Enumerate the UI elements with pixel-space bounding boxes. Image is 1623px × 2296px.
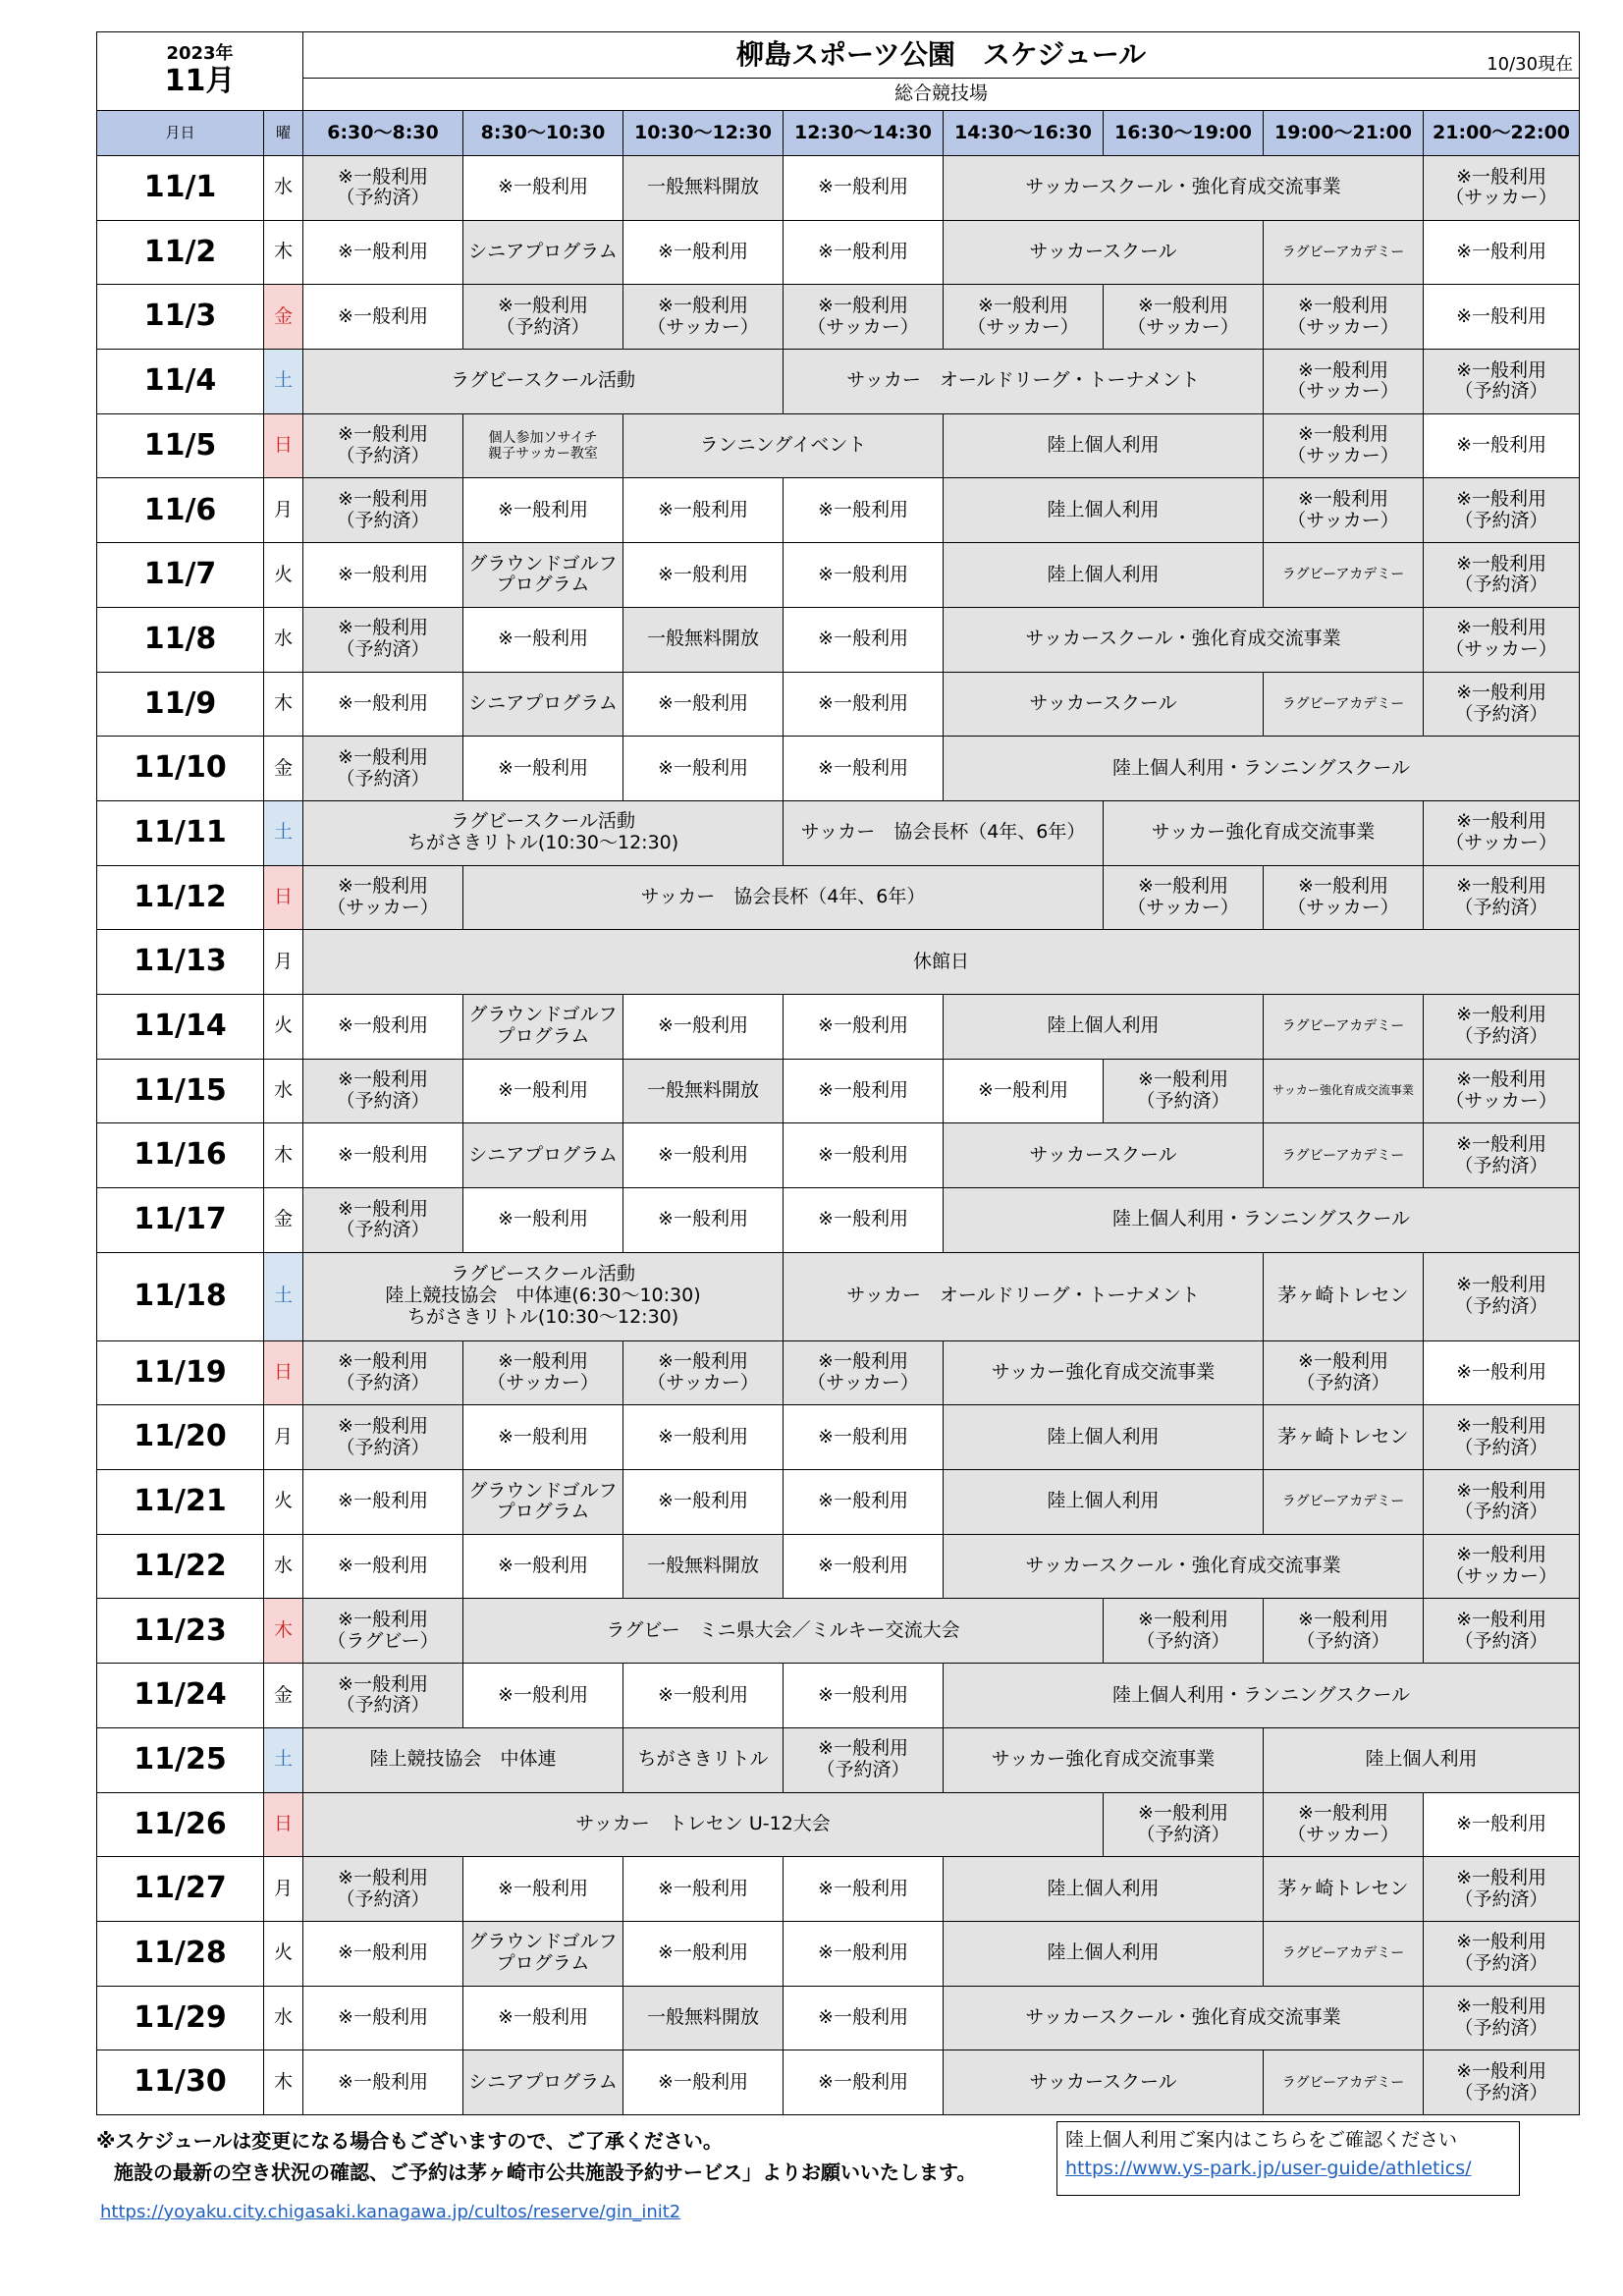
schedule-cell: ※一般利用 （予約済） <box>303 413 463 478</box>
schedule-cell: 陸上個人利用 <box>944 478 1264 543</box>
day-date: 11/3 <box>97 285 264 350</box>
schedule-cell: ※一般利用 <box>303 1123 463 1188</box>
day-row <box>97 800 1580 865</box>
day-of-week: 水 <box>264 1059 303 1123</box>
schedule-cell: ラグビーアカデミー <box>1264 220 1424 285</box>
schedule-cell: ※一般利用 （予約済） <box>1424 672 1580 737</box>
day-of-week: 日 <box>264 1340 303 1405</box>
day-date: 11/7 <box>97 543 264 608</box>
as-of-date: 10/30現在 <box>1487 54 1574 76</box>
note-reservation: 施設の最新の空き状況の確認、ご予約は茅ヶ崎市公共施設予約サービス」よりお願いいたします。 <box>114 2160 977 2184</box>
schedule-cell: サッカー 協会長杯（4年、6年） <box>463 865 1104 930</box>
schedule-cell: ラグビーアカデミー <box>1264 994 1424 1059</box>
schedule-cell: ※一般利用 （ラグビー） <box>303 1599 463 1664</box>
schedule-cell: ※一般利用 <box>784 607 944 672</box>
schedule-cell: ※一般利用 <box>623 220 784 285</box>
venue-label: 総合競技場 <box>303 79 1580 111</box>
schedule-cell: ※一般利用 （サッカー） <box>1424 800 1580 865</box>
day-of-week: 水 <box>264 156 303 221</box>
day-row <box>97 1921 1580 1986</box>
schedule-cell: ※一般利用 （サッカー） <box>1104 865 1264 930</box>
schedule-cell: ラグビーアカデミー <box>1264 543 1424 608</box>
day-row <box>97 220 1580 285</box>
day-date: 11/25 <box>97 1727 264 1792</box>
schedule-cell: ※一般利用 （予約済） <box>303 156 463 221</box>
schedule-cell: ラグビースクール活動 ちがさきリトル(10:30～12:30) <box>303 800 784 865</box>
schedule-cell: サッカー強化育成交流事業 <box>944 1727 1264 1792</box>
schedule-cell: ※一般利用 <box>784 543 944 608</box>
schedule-cell: シニアプログラム <box>463 672 623 737</box>
day-of-week: 水 <box>264 1986 303 2050</box>
day-of-week: 水 <box>264 1534 303 1599</box>
schedule-cell: ※一般利用 <box>623 1188 784 1253</box>
schedule-cell: ※一般利用 <box>623 478 784 543</box>
day-of-week: 金 <box>264 285 303 350</box>
schedule-cell: 陸上個人利用 <box>944 1921 1264 1986</box>
schedule-cell: 陸上個人利用 <box>944 413 1264 478</box>
schedule-cell: ラグビースクール活動 <box>303 350 784 414</box>
schedule-cell: ※一般利用 <box>1424 285 1580 350</box>
schedule-cell: ちがさきリトル <box>623 1727 784 1792</box>
day-date: 11/1 <box>97 156 264 221</box>
schedule-cell: ※一般利用 <box>463 1059 623 1123</box>
schedule-cell: ※一般利用 （予約済） <box>463 285 623 350</box>
schedule-cell: ラグビーアカデミー <box>1264 1470 1424 1535</box>
day-row <box>97 543 1580 608</box>
day-row <box>97 865 1580 930</box>
schedule-cell: ※一般利用 <box>784 1921 944 1986</box>
schedule-cell: ※一般利用 <box>623 2050 784 2115</box>
schedule-cell: ※一般利用 （予約済） <box>1104 1792 1264 1857</box>
schedule-cell: ※一般利用 <box>623 543 784 608</box>
schedule-cell: ランニングイベント <box>623 413 944 478</box>
day-of-week: 日 <box>264 865 303 930</box>
day-row <box>97 1405 1580 1470</box>
schedule-cell: 茅ヶ崎トレセン <box>1264 1405 1424 1470</box>
schedule-cell: ※一般利用 （予約済） <box>1424 350 1580 414</box>
schedule-cell: ※一般利用 （サッカー） <box>623 1340 784 1405</box>
schedule-cell: ※一般利用 （予約済） <box>303 1664 463 1728</box>
col-header-date: 月日 <box>97 111 264 156</box>
day-date: 11/26 <box>97 1792 264 1857</box>
col-header-slot: 6:30～8:30 <box>303 111 463 156</box>
schedule-cell: サッカースクール <box>944 2050 1264 2115</box>
schedule-cell: ※一般利用 <box>784 737 944 801</box>
schedule-cell: ラグビーアカデミー <box>1264 672 1424 737</box>
schedule-cell: サッカー 協会長杯（4年、6年） <box>784 800 1104 865</box>
schedule-cell: ※一般利用 <box>463 1534 623 1599</box>
day-date: 11/22 <box>97 1534 264 1599</box>
day-of-week: 土 <box>264 800 303 865</box>
schedule-cell: ※一般利用 <box>784 156 944 221</box>
schedule-cell: 個人参加ソサイチ 親子サッカー教室 <box>463 413 623 478</box>
day-date: 11/2 <box>97 220 264 285</box>
schedule-cell: ※一般利用 （サッカー） <box>1424 156 1580 221</box>
day-row <box>97 1857 1580 1922</box>
day-date: 11/13 <box>97 930 264 995</box>
schedule-cell: ※一般利用 （サッカー） <box>1424 607 1580 672</box>
day-of-week: 木 <box>264 220 303 285</box>
col-header-slot: 16:30～19:00 <box>1104 111 1264 156</box>
schedule-cell: ※一般利用 （サッカー） <box>1424 1534 1580 1599</box>
schedule-cell: 茅ヶ崎トレセン <box>1264 1252 1424 1340</box>
day-of-week: 月 <box>264 1857 303 1922</box>
schedule-cell: ※一般利用 <box>623 672 784 737</box>
schedule-cell: シニアプログラム <box>463 2050 623 2115</box>
schedule-cell: 陸上個人利用 <box>1264 1727 1580 1792</box>
schedule-cell: ラグビー ミニ県大会／ミルキー交流大会 <box>463 1599 1104 1664</box>
schedule-cell: ※一般利用 （予約済） <box>303 1857 463 1922</box>
schedule-cell: 陸上個人利用 <box>944 1405 1264 1470</box>
day-row <box>97 607 1580 672</box>
schedule-cell: 一般無料開放 <box>623 1534 784 1599</box>
day-row <box>97 1340 1580 1405</box>
schedule-cell: ※一般利用 <box>623 1857 784 1922</box>
day-of-week: 木 <box>264 672 303 737</box>
day-row <box>97 672 1580 737</box>
schedule-cell: ※一般利用 <box>784 672 944 737</box>
schedule-cell: サッカースクール <box>944 1123 1264 1188</box>
day-row <box>97 1470 1580 1535</box>
year-month-cell <box>97 32 303 111</box>
day-of-week: 火 <box>264 1470 303 1535</box>
day-of-week: 日 <box>264 413 303 478</box>
schedule-cell: ※一般利用 <box>784 1059 944 1123</box>
day-of-week: 火 <box>264 1921 303 1986</box>
schedule-cell: サッカー強化育成交流事業 <box>1104 800 1424 865</box>
schedule-cell: 一般無料開放 <box>623 1059 784 1123</box>
schedule-cell: ※一般利用 （予約済） <box>1424 1252 1580 1340</box>
day-date: 11/23 <box>97 1599 264 1664</box>
schedule-cell: ※一般利用 <box>303 994 463 1059</box>
schedule-cell: サッカー強化育成交流事業 <box>1264 1059 1424 1123</box>
schedule-cell: ※一般利用 （予約済） <box>1424 1921 1580 1986</box>
schedule-cell: 陸上個人利用 <box>944 994 1264 1059</box>
schedule-cell: ※一般利用 （予約済） <box>1264 1340 1424 1405</box>
schedule-cell: ※一般利用 （サッカー） <box>1264 413 1424 478</box>
schedule-cell: 陸上個人利用 <box>944 1470 1264 1535</box>
schedule-cell: ※一般利用 <box>784 1123 944 1188</box>
day-row <box>97 1599 1580 1664</box>
schedule-cell: ラグビーアカデミー <box>1264 1123 1424 1188</box>
day-date: 11/18 <box>97 1252 264 1340</box>
schedule-cell: ※一般利用 （予約済） <box>1424 1470 1580 1535</box>
day-date: 11/9 <box>97 672 264 737</box>
schedule-cell: ラグビースクール活動 陸上競技協会 中体連(6:30～10:30) ちがさきリトル(10:30～12:30) <box>303 1252 784 1340</box>
day-of-week: 金 <box>264 1188 303 1253</box>
schedule-cell: ※一般利用 <box>623 737 784 801</box>
schedule-cell: ※一般利用 （予約済） <box>303 1405 463 1470</box>
day-of-week: 木 <box>264 1599 303 1664</box>
schedule-cell: ※一般利用 （サッカー） <box>1264 285 1424 350</box>
day-of-week: 火 <box>264 543 303 608</box>
schedule-cell: サッカー オールドリーグ・トーナメント <box>784 1252 1264 1340</box>
schedule-cell: ※一般利用 （サッカー） <box>1264 865 1424 930</box>
day-row <box>97 1792 1580 1857</box>
schedule-cell: ※一般利用 <box>944 1059 1104 1123</box>
schedule-cell: ※一般利用 <box>1424 220 1580 285</box>
schedule-cell: ※一般利用 <box>784 220 944 285</box>
day-of-week: 火 <box>264 994 303 1059</box>
schedule-cell: ※一般利用 <box>784 994 944 1059</box>
schedule-cell: 一般無料開放 <box>623 607 784 672</box>
schedule-cell: ※一般利用 <box>463 737 623 801</box>
schedule-cell: 一般無料開放 <box>623 156 784 221</box>
page-title: 柳島スポーツ公園 スケジュール <box>735 37 1147 71</box>
day-row <box>97 1123 1580 1188</box>
schedule-cell: ※一般利用 <box>784 1534 944 1599</box>
schedule-cell: ※一般利用 （予約済） <box>303 737 463 801</box>
day-date: 11/4 <box>97 350 264 414</box>
day-date: 11/10 <box>97 737 264 801</box>
day-date: 11/19 <box>97 1340 264 1405</box>
schedule-cell: サッカースクール <box>944 220 1264 285</box>
schedule-cell: ※一般利用 （予約済） <box>1424 1405 1580 1470</box>
schedule-cell: ※一般利用 <box>784 1664 944 1728</box>
col-header-dow: 曜 <box>264 111 303 156</box>
schedule-cell: ラグビーアカデミー <box>1264 1921 1424 1986</box>
day-row <box>97 737 1580 801</box>
schedule-cell: 一般無料開放 <box>623 1986 784 2050</box>
col-header-slot: 21:00～22:00 <box>1424 111 1580 156</box>
day-row <box>97 994 1580 1059</box>
schedule-cell: ※一般利用 <box>463 1664 623 1728</box>
schedule-cell: ※一般利用 （サッカー） <box>1264 478 1424 543</box>
day-date: 11/14 <box>97 994 264 1059</box>
schedule-cell: ※一般利用 （サッカー） <box>1264 1792 1424 1857</box>
schedule-cell: ※一般利用 <box>463 1405 623 1470</box>
day-date: 11/24 <box>97 1664 264 1728</box>
day-of-week: 月 <box>264 478 303 543</box>
schedule-cell: 陸上個人利用・ランニングスクール <box>944 737 1580 801</box>
schedule-cell: ※一般利用 <box>784 1188 944 1253</box>
day-date: 11/28 <box>97 1921 264 1986</box>
schedule-cell: ※一般利用 （予約済） <box>1104 1599 1264 1664</box>
schedule-cell: ※一般利用 <box>623 1664 784 1728</box>
schedule-cell: ※一般利用 （サッカー） <box>944 285 1104 350</box>
schedule-cell: サッカー トレセン U-12大会 <box>303 1792 1104 1857</box>
reservation-link[interactable]: https://yoyaku.city.chigasaki.kanagawa.jp/cultos/reserve/gin_init2 <box>100 2202 681 2222</box>
day-row <box>97 1986 1580 2050</box>
schedule-cell: グラウンドゴルフ プログラム <box>463 1470 623 1535</box>
schedule-cell: ※一般利用 <box>463 1857 623 1922</box>
schedule-cell: ※一般利用 <box>623 1921 784 1986</box>
day-date: 11/21 <box>97 1470 264 1535</box>
schedule-cell: ※一般利用 （サッカー） <box>784 1340 944 1405</box>
schedule-cell: ※一般利用 <box>463 156 623 221</box>
schedule-cell: 陸上個人利用・ランニングスクール <box>944 1188 1580 1253</box>
day-row <box>97 350 1580 414</box>
schedule-cell: 休館日 <box>303 930 1580 995</box>
col-header-slot: 10:30～12:30 <box>623 111 784 156</box>
schedule-cell: シニアプログラム <box>463 220 623 285</box>
schedule-cell: ※一般利用 <box>784 1405 944 1470</box>
day-of-week: 金 <box>264 1664 303 1728</box>
schedule-cell: グラウンドゴルフ プログラム <box>463 1921 623 1986</box>
schedule-cell: ※一般利用 （サッカー） <box>623 285 784 350</box>
day-date: 11/27 <box>97 1857 264 1922</box>
schedule-cell: ※一般利用 <box>784 1986 944 2050</box>
month-label: 11月 <box>164 63 236 98</box>
schedule-table <box>96 31 1580 2115</box>
day-date: 11/8 <box>97 607 264 672</box>
col-header-slot: 12:30～14:30 <box>784 111 944 156</box>
schedule-cell: ※一般利用 <box>303 1921 463 1986</box>
schedule-cell: ※一般利用 （サッカー） <box>1104 285 1264 350</box>
day-row <box>97 2050 1580 2115</box>
schedule-cell: 陸上個人利用・ランニングスクール <box>944 1664 1580 1728</box>
schedule-cell: ※一般利用 （予約済） <box>1424 1986 1580 2050</box>
schedule-cell: ※一般利用 （予約済） <box>1424 994 1580 1059</box>
schedule-cell: ※一般利用 <box>463 607 623 672</box>
schedule-cell: ※一般利用 （予約済） <box>303 478 463 543</box>
day-date: 11/30 <box>97 2050 264 2115</box>
schedule-cell: ※一般利用 <box>623 1123 784 1188</box>
day-row <box>97 930 1580 995</box>
day-date: 11/12 <box>97 865 264 930</box>
schedule-cell: グラウンドゴルフ プログラム <box>463 543 623 608</box>
day-row <box>97 156 1580 221</box>
schedule-cell: ※一般利用 （予約済） <box>1104 1059 1264 1123</box>
schedule-cell: ※一般利用 （サッカー） <box>784 285 944 350</box>
schedule-cell: ※一般利用 <box>1424 1340 1580 1405</box>
schedule-cell: ※一般利用 （予約済） <box>303 1188 463 1253</box>
schedule-cell: ※一般利用 （予約済） <box>1424 543 1580 608</box>
schedule-cell: ※一般利用 <box>303 1534 463 1599</box>
schedule-cell: ※一般利用 <box>623 994 784 1059</box>
schedule-cell: ※一般利用 （予約済） <box>1424 1123 1580 1188</box>
day-row <box>97 413 1580 478</box>
schedule-cell: ※一般利用 <box>303 285 463 350</box>
schedule-cell: ※一般利用 （予約済） <box>1424 865 1580 930</box>
schedule-cell: サッカースクール・強化育成交流事業 <box>944 156 1424 221</box>
schedule-cell: ※一般利用 <box>784 1470 944 1535</box>
schedule-cell: ※一般利用 <box>784 1857 944 1922</box>
schedule-cell: ※一般利用 <box>623 1470 784 1535</box>
day-date: 11/29 <box>97 1986 264 2050</box>
day-of-week: 月 <box>264 930 303 995</box>
schedule-cell: ※一般利用 <box>784 478 944 543</box>
schedule-cell: サッカー強化育成交流事業 <box>944 1340 1264 1405</box>
athletics-info-box <box>1056 2121 1520 2196</box>
day-of-week: 土 <box>264 1727 303 1792</box>
day-of-week: 金 <box>264 737 303 801</box>
schedule-cell: ※一般利用 （予約済） <box>1424 478 1580 543</box>
day-date: 11/5 <box>97 413 264 478</box>
schedule-cell: ※一般利用 （サッカー） <box>1424 1059 1580 1123</box>
footer-notes <box>96 2125 976 2188</box>
schedule-cell: ※一般利用 <box>303 543 463 608</box>
schedule-cell: ※一般利用 <box>303 1986 463 2050</box>
day-of-week: 水 <box>264 607 303 672</box>
schedule-cell: ※一般利用 <box>1424 1792 1580 1857</box>
schedule-cell: ※一般利用 <box>463 1986 623 2050</box>
athletics-info-link[interactable]: https://www.ys-park.jp/user-guide/athletics/ <box>1065 2158 1472 2179</box>
col-header-slot: 8:30～10:30 <box>463 111 623 156</box>
schedule-cell: サッカースクール <box>944 672 1264 737</box>
schedule-cell: ※一般利用 （予約済） <box>1264 1599 1424 1664</box>
schedule-cell: 陸上個人利用 <box>944 1857 1264 1922</box>
schedule-cell: ※一般利用 <box>303 672 463 737</box>
day-date: 11/15 <box>97 1059 264 1123</box>
schedule-cell: ※一般利用 （サッカー） <box>463 1340 623 1405</box>
schedule-cell: ※一般利用 <box>303 220 463 285</box>
day-row <box>97 1664 1580 1728</box>
schedule-cell: ※一般利用 （サッカー） <box>303 865 463 930</box>
schedule-cell: ※一般利用 （予約済） <box>784 1727 944 1792</box>
day-row <box>97 1188 1580 1253</box>
schedule-cell: ※一般利用 <box>1424 413 1580 478</box>
day-date: 11/16 <box>97 1123 264 1188</box>
schedule-cell: ※一般利用 <box>303 2050 463 2115</box>
schedule-cell: ※一般利用 （予約済） <box>303 1059 463 1123</box>
schedule-cell: ※一般利用 （予約済） <box>1424 2050 1580 2115</box>
schedule-cell: ※一般利用 <box>303 1470 463 1535</box>
schedule-cell: 陸上個人利用 <box>944 543 1264 608</box>
schedule-cell: サッカー オールドリーグ・トーナメント <box>784 350 1264 414</box>
day-of-week: 月 <box>264 1405 303 1470</box>
athletics-info-text: 陸上個人利用ご案内はこちらをご確認ください <box>1065 2129 1458 2151</box>
col-header-slot: 14:30～16:30 <box>944 111 1104 156</box>
schedule-cell: ※一般利用 <box>784 2050 944 2115</box>
day-date: 11/17 <box>97 1188 264 1253</box>
title-cell <box>303 32 1580 79</box>
col-header-slot: 19:00～21:00 <box>1264 111 1424 156</box>
schedule-cell: シニアプログラム <box>463 1123 623 1188</box>
day-date: 11/6 <box>97 478 264 543</box>
schedule-cell: ラグビーアカデミー <box>1264 2050 1424 2115</box>
schedule-cell: ※一般利用 （予約済） <box>1424 1857 1580 1922</box>
day-row <box>97 1252 1580 1340</box>
schedule-cell: ※一般利用 <box>623 1405 784 1470</box>
schedule-cell: サッカースクール・強化育成交流事業 <box>944 1986 1424 2050</box>
year-label: 2023年 <box>166 42 234 64</box>
schedule-cell: ※一般利用 （予約済） <box>303 607 463 672</box>
schedule-cell: ※一般利用 <box>463 478 623 543</box>
note-change: ※スケジュールは変更になる場合もございますので、ご了承ください。 <box>96 2129 723 2153</box>
schedule-cell: ※一般利用 （予約済） <box>1424 1599 1580 1664</box>
day-of-week: 日 <box>264 1792 303 1857</box>
schedule-cell: ※一般利用 <box>463 1188 623 1253</box>
schedule-cell: ※一般利用 （サッカー） <box>1264 350 1424 414</box>
day-of-week: 木 <box>264 1123 303 1188</box>
day-row <box>97 478 1580 543</box>
schedule-cell: 陸上競技協会 中体連 <box>303 1727 623 1792</box>
day-row <box>97 1727 1580 1792</box>
day-date: 11/11 <box>97 800 264 865</box>
day-of-week: 土 <box>264 1252 303 1340</box>
day-date: 11/20 <box>97 1405 264 1470</box>
day-row <box>97 1534 1580 1599</box>
schedule-cell: 茅ヶ崎トレセン <box>1264 1857 1424 1922</box>
day-row <box>97 285 1580 350</box>
schedule-cell: グラウンドゴルフ プログラム <box>463 994 623 1059</box>
day-of-week: 木 <box>264 2050 303 2115</box>
schedule-cell: ※一般利用 （予約済） <box>303 1340 463 1405</box>
schedule-cell: サッカースクール・強化育成交流事業 <box>944 1534 1424 1599</box>
day-row <box>97 1059 1580 1123</box>
schedule-cell: サッカースクール・強化育成交流事業 <box>944 607 1424 672</box>
day-of-week: 土 <box>264 350 303 414</box>
